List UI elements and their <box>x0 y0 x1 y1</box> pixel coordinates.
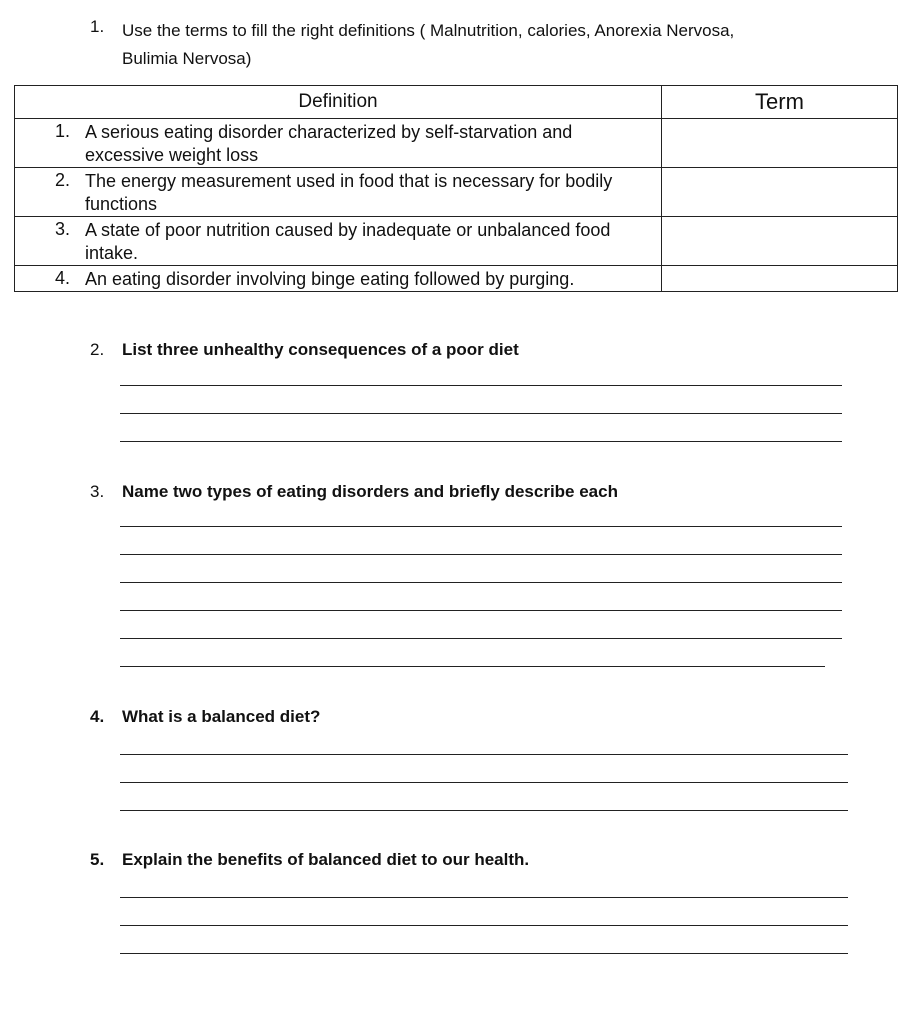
definitions-table <box>14 85 898 292</box>
definition-cell <box>15 266 662 292</box>
row-number: 3. <box>55 219 71 239</box>
answer-line[interactable] <box>120 810 848 811</box>
row-number: 1. <box>55 121 71 141</box>
header-definition: Definition <box>15 86 662 119</box>
answer-line[interactable] <box>120 666 825 667</box>
question-4-label: What is a balanced diet? <box>122 707 321 726</box>
answer-line[interactable] <box>120 441 842 442</box>
question-4-number: 4. <box>90 707 105 726</box>
table-header-row <box>15 86 898 119</box>
definition-cell <box>15 119 662 168</box>
table-row <box>15 168 898 217</box>
header-term: Term <box>662 86 898 119</box>
definition-cell <box>15 217 662 266</box>
term-answer-cell[interactable] <box>662 168 898 217</box>
definition-text: A serious eating disorder characterized by self-starvation and excessive weight loss <box>85 122 573 165</box>
answer-line[interactable] <box>120 925 848 926</box>
definition-cell <box>15 168 662 217</box>
row-number: 4. <box>55 268 71 288</box>
answer-line[interactable] <box>120 953 848 954</box>
answer-line[interactable] <box>120 782 848 783</box>
answer-line[interactable] <box>120 754 848 755</box>
definition-text: The energy measurement used in food that is necessary for bodily functions <box>85 171 613 214</box>
table-row <box>15 217 898 266</box>
term-answer-cell[interactable] <box>662 266 898 292</box>
answer-line[interactable] <box>120 385 842 386</box>
answer-line[interactable] <box>120 554 842 555</box>
question-2-label: List three unhealthy consequences of a poor diet <box>122 340 519 359</box>
term-answer-cell[interactable] <box>662 119 898 168</box>
definition-text: A state of poor nutrition caused by inadequate or unbalanced food intake. <box>85 220 611 263</box>
definition-text: An eating disorder involving binge eating followed by purging. <box>85 269 575 289</box>
table-row <box>15 119 898 168</box>
question-5-label: Explain the benefits of balanced diet to our health. <box>122 850 530 869</box>
answer-line[interactable] <box>120 897 848 898</box>
answer-line[interactable] <box>120 638 842 639</box>
answer-line[interactable] <box>120 610 842 611</box>
row-number: 2. <box>55 170 71 190</box>
table-row <box>15 266 898 292</box>
question-3-label: Name two types of eating disorders and briefly describe each <box>122 482 618 501</box>
answer-line[interactable] <box>120 582 842 583</box>
question-3-number: 3. <box>90 482 105 501</box>
question-5-number: 5. <box>90 850 105 869</box>
answer-line[interactable] <box>120 413 842 414</box>
question-2-number: 2. <box>90 340 105 359</box>
question-1-prompt: Use the terms to fill the right definitions ( Malnutrition, calories, Anorexia Nervosa, Bulimia Nervosa) <box>122 21 735 68</box>
question-1-number: 1. <box>90 17 105 36</box>
answer-line[interactable] <box>120 526 842 527</box>
term-answer-cell[interactable] <box>662 217 898 266</box>
